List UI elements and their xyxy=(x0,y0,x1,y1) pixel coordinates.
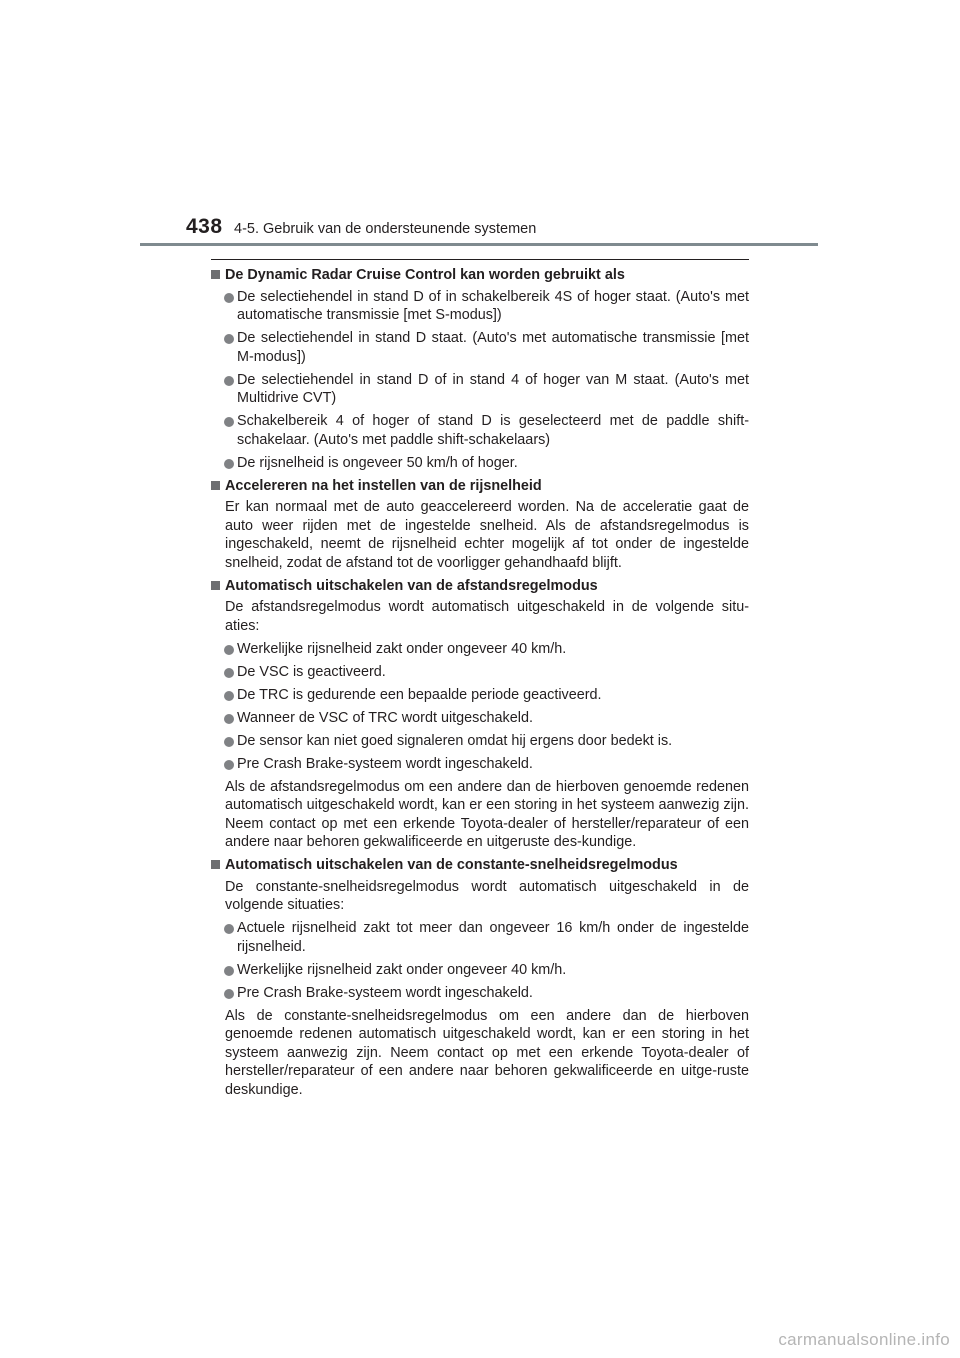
section-heading: Accelereren na het instellen van de rijsnelheid xyxy=(211,477,749,496)
list-item: Schakelbereik 4 of hoger of stand D is geselecteerd met de paddle shift-schakelaar. (Auto's met paddle shift-schakelaars) xyxy=(211,412,749,449)
bullet-dot-icon xyxy=(224,966,234,976)
list-item: Pre Crash Brake-systeem wordt ingeschakeld. xyxy=(211,755,749,774)
list-item: Werkelijke rijsnelheid zakt onder ongeveer 40 km/h. xyxy=(211,961,749,980)
bullet-dot-icon xyxy=(224,989,234,999)
paragraph: Als de afstandsregelmodus om een andere dan de hierboven genoemde redenen automatisch uitgeschakeld wordt, kan er een storing in het systeem aanwezig zijn. Neem contact op met een erkende Toyota-dealer of hersteller/reparateur of een andere naar behoren gekwalificeerde en uitgeruste des-kundige. xyxy=(225,778,749,850)
chapter-title: 4-5. Gebruik van de ondersteunende systemen xyxy=(234,221,537,237)
bullet-dot-icon xyxy=(224,459,234,469)
list-item: Pre Crash Brake-systeem wordt ingeschakeld. xyxy=(211,984,749,1003)
list-item: De rijsnelheid is ongeveer 50 km/h of hoger. xyxy=(211,454,749,473)
bullet-dot-icon xyxy=(224,334,234,344)
bullet-dot-icon xyxy=(224,691,234,701)
section-heading: Automatisch uitschakelen van de constante-snelheidsregelmodus xyxy=(211,856,749,875)
header-divider xyxy=(140,243,818,246)
list-item: De VSC is geactiveerd. xyxy=(211,663,749,682)
list-item: De selectiehendel in stand D staat. (Auto's met automatische transmissie [met M-modus]) xyxy=(211,329,749,366)
paragraph: Er kan normaal met de auto geaccelereerd worden. Na de acceleratie gaat de auto weer rijden met de ingestelde snelheid. Als de afstandsregelmodus is ingeschakeld, neemt de rijsnelheid echter mogelijk af tot onder de ingestelde snelheid, zodat de afstand tot de voorligger gehandhaafd blijft. xyxy=(225,499,749,571)
list-item: Actuele rijsnelheid zakt tot meer dan ongeveer 16 km/h onder de ingestelde rijsnelheid. xyxy=(211,919,749,956)
section-heading: Automatisch uitschakelen van de afstandsregelmodus xyxy=(211,577,749,596)
list-item: De sensor kan niet goed signaleren omdat hij ergens door bedekt is. xyxy=(211,732,749,751)
bullet-dot-icon xyxy=(224,760,234,770)
page-number: 438 xyxy=(186,215,223,238)
list-item: Werkelijke rijsnelheid zakt onder ongeveer 40 km/h. xyxy=(211,640,749,659)
bullet-dot-icon xyxy=(224,417,234,427)
list-item: Wanneer de VSC of TRC wordt uitgeschakeld. xyxy=(211,709,749,728)
list-item: De selectiehendel in stand D of in schakelbereik 4S of hoger staat. (Auto's met automatische transmissie [met S-modus]) xyxy=(211,288,749,325)
paragraph: Als de constante-snelheidsregelmodus om een andere dan de hierboven genoemde redenen automatisch uitgeschakeld wordt, kan er een storing in het systeem aanwezig zijn. Neem contact op met een erkende Toyota-dealer of hersteller/reparateur of een andere naar behoren gekwalificeerde en uitge-ruste deskundige. xyxy=(225,1007,749,1098)
paragraph: De constante-snelheidsregelmodus wordt automatisch uitgeschakeld in de volgende situaties: xyxy=(225,878,749,913)
watermark: carmanualsonline.info xyxy=(778,1330,950,1349)
bullet-dot-icon xyxy=(224,376,234,386)
bullet-dot-icon xyxy=(224,293,234,303)
bullet-dot-icon xyxy=(224,668,234,678)
bullet-dot-icon xyxy=(224,924,234,934)
square-bullet-icon xyxy=(211,270,220,279)
list-item: De TRC is gedurende een bepaalde periode geactiveerd. xyxy=(211,686,749,705)
bullet-dot-icon xyxy=(224,737,234,747)
square-bullet-icon xyxy=(211,860,220,869)
section-heading: De Dynamic Radar Cruise Control kan worden gebruikt als xyxy=(211,266,749,285)
section-divider xyxy=(211,259,749,260)
list-item: De selectiehendel in stand D of in stand 4 of hoger van M staat. (Auto's met Multidrive CVT) xyxy=(211,371,749,408)
page-content xyxy=(211,266,749,1104)
bullet-dot-icon xyxy=(224,645,234,655)
square-bullet-icon xyxy=(211,481,220,490)
square-bullet-icon xyxy=(211,581,220,590)
paragraph: De afstandsregelmodus wordt automatisch uitgeschakeld in de volgende situ-aties: xyxy=(225,599,749,634)
bullet-dot-icon xyxy=(224,714,234,724)
